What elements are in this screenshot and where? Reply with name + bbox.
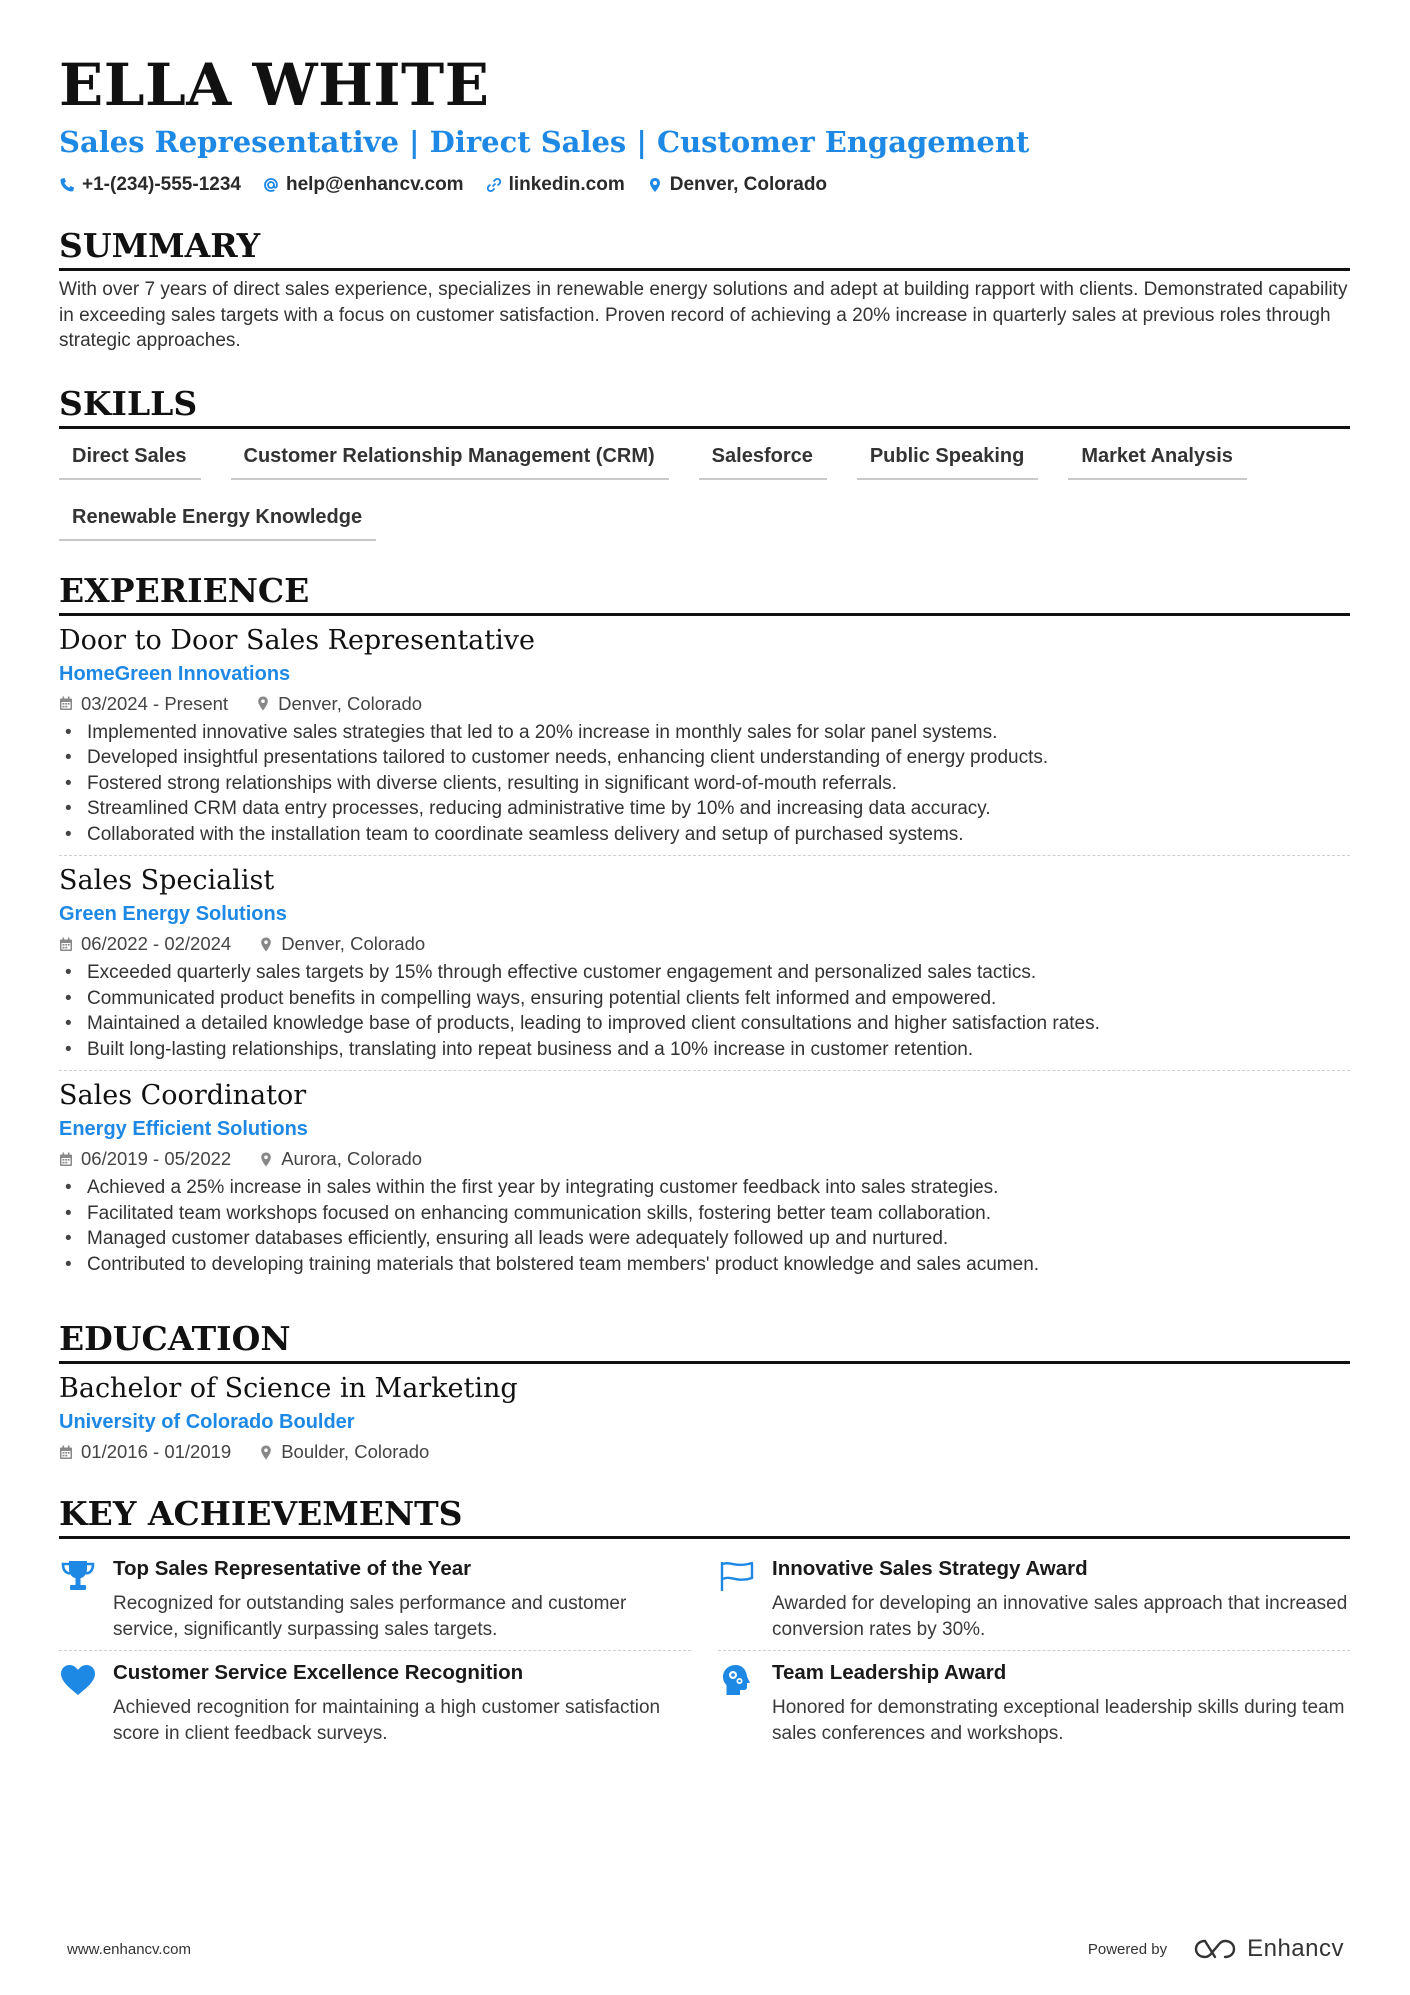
location-pin-icon: [259, 937, 273, 952]
job-meta: [59, 932, 1350, 956]
job-bullets: [59, 720, 1350, 848]
education-location: [259, 1440, 429, 1464]
skill-tag: Market Analysis: [1068, 439, 1247, 480]
achievement-item: [59, 1547, 691, 1651]
job-location: [256, 692, 422, 716]
job-dates-text: 06/2019 - 05/2022: [81, 1148, 232, 1169]
experience-entry: [59, 624, 1350, 857]
achievement-desc: Achieved recognition for maintaining a high customer satisfaction score in client feedback surveys.: [113, 1697, 661, 1744]
powered-by: [1088, 1935, 1344, 1963]
job-role: Door to Door Sales Representative: [59, 624, 535, 656]
job-bullets: [59, 1175, 1350, 1277]
brand-logo[interactable]: [1193, 1935, 1344, 1963]
achievement-desc: Recognized for outstanding sales performance and customer service, significantly surpassing sales targets.: [113, 1593, 627, 1640]
candidate-title: Sales Representative | Direct Sales | Customer Engagement: [59, 125, 1030, 159]
job-location: [259, 1147, 422, 1171]
bullet-item: • Achieved a 25% increase in sales within the first year by integrating customer feedback into sales strategies.: [59, 1175, 1350, 1201]
bullet-item: • Implemented innovative sales strategies that led to a 20% increase in monthly sales for solar panel systems.: [59, 720, 1350, 746]
location-pin-icon: [256, 696, 270, 711]
at-icon: [263, 177, 279, 193]
skills-heading: SKILLS: [59, 384, 1350, 429]
job-bullets: [59, 960, 1350, 1062]
achievement-desc: Honored for demonstrating exceptional leadership skills during team sales conferences and workshops.: [772, 1697, 1345, 1744]
achievement-desc: Awarded for developing an innovative sales approach that increased conversion rates by 30%.: [772, 1593, 1348, 1640]
skill-tag: Direct Sales: [59, 439, 201, 480]
achievement-title: Innovative Sales Strategy Award: [772, 1557, 1088, 1580]
experience-heading: EXPERIENCE: [59, 571, 1350, 616]
job-location-text: Aurora, Colorado: [281, 1148, 423, 1169]
bullet-item: • Developed insightful presentations tailored to customer needs, enhancing client understanding of energy products.: [59, 745, 1350, 771]
job-role: Sales Coordinator: [59, 1080, 307, 1111]
job-dates: [59, 692, 228, 716]
school: University of Colorado Boulder: [59, 1411, 355, 1433]
bullet-item: • Streamlined CRM data entry processes, reducing administrative time by 10% and increasing data accuracy.: [59, 796, 1350, 822]
education-heading: EDUCATION: [59, 1319, 1350, 1364]
summary-heading: SUMMARY: [59, 226, 1350, 271]
achievements-grid: [59, 1547, 1350, 1754]
bullet-item: • Maintained a detailed knowledge base of products, leading to improved client consultations and higher satisfaction rates.: [59, 1011, 1350, 1037]
bullet-item: • Communicated product benefits in compelling ways, ensuring potential clients felt informed and empowered.: [59, 986, 1350, 1012]
trophy-icon: [59, 1559, 97, 1593]
head-gears-icon: [718, 1663, 756, 1697]
degree: Bachelor of Science in Marketing: [59, 1373, 518, 1404]
job-location-text: Denver, Colorado: [278, 692, 423, 714]
job-company: Green Energy Solutions: [59, 903, 287, 925]
calendar-icon: [59, 1445, 73, 1460]
achievement-item: [718, 1547, 1350, 1651]
job-location: [259, 932, 425, 956]
skill-tag: Public Speaking: [857, 439, 1038, 480]
bullet-item: • Exceeded quarterly sales targets by 15% through effective customer engagement and personalized sales tactics.: [59, 960, 1350, 986]
bullet-item: • Collaborated with the installation team to coordinate seamless delivery and setup of purchased systems.: [59, 822, 1350, 848]
contact-linkedin[interactable]: [486, 174, 625, 196]
contact-bar: [59, 174, 1350, 196]
job-company: HomeGreen Innovations: [59, 662, 291, 685]
experience-entry: [59, 864, 1350, 1071]
bullet-item: • Managed customer databases efficiently, ensuring all leads were adequately followed up and nurtured.: [59, 1226, 1350, 1252]
contact-location: [647, 174, 827, 196]
bullet-item: • Facilitated team workshops focused on enhancing communication skills, fostering better team collaboration.: [59, 1201, 1350, 1227]
achievement-title: Top Sales Representative of the Year: [113, 1557, 472, 1580]
location-pin-icon: [259, 1445, 273, 1460]
achievement-title: Team Leadership Award: [772, 1661, 1007, 1684]
footer: [67, 1935, 1344, 1963]
job-dates-text: 03/2024 - Present: [81, 692, 229, 714]
contact-phone[interactable]: [59, 174, 241, 196]
link-icon: [486, 177, 502, 193]
calendar-icon: [59, 1152, 73, 1167]
contact-email[interactable]: [263, 174, 464, 196]
education-meta: [59, 1440, 1350, 1464]
skill-tag: Renewable Energy Knowledge: [59, 500, 376, 541]
skill-tag: Salesforce: [699, 439, 827, 480]
job-dates: [59, 1147, 231, 1171]
job-dates-text: 06/2022 - 02/2024: [81, 933, 232, 954]
job-meta: [59, 692, 1350, 716]
enhancv-logo-icon: [1193, 1937, 1237, 1961]
job-company: Energy Efficient Solutions: [59, 1118, 308, 1140]
calendar-icon: [59, 696, 73, 711]
footer-website[interactable]: www.enhancv.com: [67, 1940, 191, 1958]
education-location-text: Boulder, Colorado: [281, 1441, 430, 1462]
summary-text: With over 7 years of direct sales experience, specializes in renewable energy solutions and adept at building rapport with clients. Demonstrated capability in exceeding sales targets with a focus on customer satisfaction. Proven record of achieving a 20% increase in quarterly sales at previous roles through strategic approaches.: [59, 279, 1348, 351]
location-pin-icon: [259, 1152, 273, 1167]
education-dates: [59, 1440, 231, 1464]
job-dates: [59, 932, 231, 956]
bullet-item: • Built long-lasting relationships, translating into repeat business and a 10% increase in customer retention.: [59, 1037, 1350, 1063]
achievements-heading: KEY ACHIEVEMENTS: [59, 1494, 1350, 1539]
contact-text: +1-(234)-555-1234: [82, 174, 241, 195]
job-meta: [59, 1147, 1350, 1171]
job-location-text: Denver, Colorado: [281, 933, 426, 954]
contact-text: Denver, Colorado: [669, 174, 828, 195]
heart-icon: [59, 1663, 97, 1697]
achievement-item: [718, 1651, 1350, 1754]
experience-entry: [59, 1079, 1350, 1285]
contact-text: linkedin.com: [508, 174, 625, 195]
location-pin-icon: [647, 177, 663, 193]
brand-name: Enhancv: [1247, 1935, 1344, 1962]
job-role: Sales Specialist: [59, 865, 275, 896]
education-entry: [59, 1372, 1350, 1464]
skills-list: [59, 439, 1350, 541]
achievement-title: Customer Service Excellence Recognition: [113, 1661, 524, 1684]
education-dates-text: 01/2016 - 01/2019: [81, 1441, 232, 1462]
flag-icon: [718, 1559, 756, 1593]
bullet-item: • Fostered strong relationships with diverse clients, resulting in significant word-of-mouth referrals.: [59, 771, 1350, 797]
contact-text: help@enhancv.com: [285, 174, 464, 195]
bullet-item: • Contributed to developing training materials that bolstered team members' product knowledge and sales acumen.: [59, 1252, 1350, 1278]
candidate-name: ELLA WHITE: [59, 51, 490, 119]
achievement-item: [59, 1651, 691, 1754]
calendar-icon: [59, 937, 73, 952]
phone-icon: [59, 177, 75, 193]
skill-tag: Customer Relationship Management (CRM): [231, 439, 669, 480]
powered-by-label: Powered by: [1087, 1940, 1168, 1958]
